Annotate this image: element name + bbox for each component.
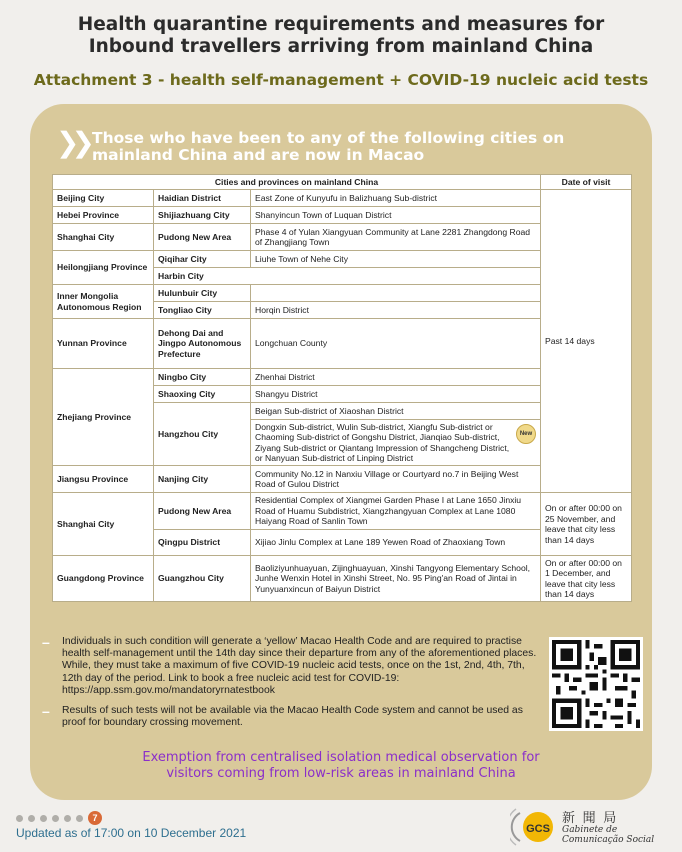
district-cell: Phase 4 of Yulan Xiangyuan Community at Lane 2281 Zhangdong Road of Zhangjiang Town	[251, 224, 541, 251]
gcs-logo	[510, 803, 680, 848]
district-cell	[251, 285, 541, 302]
city-cell: Tongliao City	[154, 302, 251, 319]
new-badge: New	[516, 424, 536, 444]
date-cell: On or after 00:00 on 1 December, and leave that city less than 14 days	[541, 556, 632, 602]
district-cell: Xijiao Jinlu Complex at Lane 189 Yewen Road of Zhaoxiang Town	[251, 530, 541, 556]
city-cell: Haidian District	[154, 190, 251, 207]
table-row	[53, 493, 632, 530]
section-heading-line-1: Those who have been to any of the following cities on	[92, 129, 565, 147]
district-cell: Liuhe Town of Nehe City	[251, 251, 541, 268]
updated-timestamp: Updated as of 17:00 on 10 December 2021	[16, 826, 247, 840]
city-cell: Harbin City	[154, 268, 541, 285]
city-cell: Guangzhou City	[154, 556, 251, 602]
page-dot[interactable]	[40, 815, 47, 822]
qr-code-icon[interactable]	[549, 637, 643, 731]
logo-mark-text: GCS	[526, 823, 550, 835]
province-cell: Jiangsu Province	[53, 466, 154, 493]
page-subtitle: Attachment 3 - health self-management + COVID-19 nucleic acid tests	[33, 71, 649, 89]
district-cell: East Zone of Kunyufu in Balizhuang Sub-district	[251, 190, 541, 207]
city-cell: Nanjing City	[154, 466, 251, 493]
double-chevron-icon: ❯❯	[56, 126, 87, 159]
page-dot[interactable]	[28, 815, 35, 822]
district-cell: Zhenhai District	[251, 369, 541, 386]
section-heading	[56, 126, 636, 164]
page-indicator	[16, 811, 102, 825]
note-text: Results of such tests will not be available via the Macao Health Code system and cannot be used as proof for boundary crossing movement.	[62, 705, 523, 729]
list-item	[42, 636, 542, 697]
page-dot[interactable]	[16, 815, 23, 822]
province-cell: Guangdong Province	[53, 556, 154, 602]
district-cell: Shangyu District	[251, 386, 541, 403]
page-title	[0, 14, 682, 58]
list-item	[42, 705, 542, 729]
dash-bullet-icon: –	[42, 703, 50, 720]
page-dot[interactable]	[76, 815, 83, 822]
logo-chinese-name: 新 聞 局	[562, 810, 619, 825]
exemption-line-1: Exemption from centralised isolation medical observation for	[142, 750, 540, 765]
district-cell: Community No.12 in Nanxiu Village or Courtyard no.7 in Beijing West Road of Gulou District	[251, 466, 541, 493]
logo-portuguese-name	[562, 825, 654, 845]
page-dot[interactable]	[52, 815, 59, 822]
header-cities: Cities and provinces on mainland China	[53, 175, 541, 190]
date-cell: On or after 00:00 on 25 November, and leave that city less than 14 days	[541, 493, 632, 556]
city-cell: Hangzhou City	[154, 403, 251, 466]
city-cell: Dehong Dai and Jingpo Autonomous Prefecture	[154, 319, 251, 369]
notes-list	[42, 636, 542, 737]
city-cell: Qingpu District	[154, 530, 251, 556]
header-date: Date of visit	[541, 175, 632, 190]
district-cell: Residential Complex of Xiangmei Garden Phase I at Lane 1650 Jinxiu Road of Huamu Subdistrict, Xiangzhangyuan Complex at Lane 1080 Haiyang Road of Sanlin Town	[251, 493, 541, 530]
district-cell: Beigan Sub-district of Xiaoshan District	[251, 403, 541, 420]
province-cell: Inner Mongolia Autonomous Region	[53, 285, 154, 319]
district-cell: Shanyincun Town of Luquan District	[251, 207, 541, 224]
exemption-line-2: visitors coming from low-risk areas in mainland China	[166, 766, 516, 781]
province-cell: Hebei Province	[53, 207, 154, 224]
title-line-1: Health quarantine requirements and measures for	[77, 14, 605, 35]
city-cell: Ningbo City	[154, 369, 251, 386]
logo-pt-line-1: Gabinete de	[562, 825, 618, 835]
city-cell: Pudong New Area	[154, 224, 251, 251]
table-row	[53, 556, 632, 602]
province-cell: Beijing City	[53, 190, 154, 207]
city-cell: Shijiazhuang City	[154, 207, 251, 224]
district-cell: Longchuan County	[251, 319, 541, 369]
province-cell: Yunnan Province	[53, 319, 154, 369]
city-cell: Pudong New Area	[154, 493, 251, 530]
province-cell: Shanghai City	[53, 224, 154, 251]
title-line-2: Inbound travellers arriving from mainland China	[88, 36, 594, 57]
district-cell: Baoliziyunhuayuan, Zijinghuayuan, Xinshi Tangyong Elementary School, Junhe Wenxin Hotel in Xinshi Street, No. 95 Ping'an Road of Jintai in Yunyuanxincun of Baiyun District	[251, 556, 541, 602]
province-cell: Shanghai City	[53, 493, 154, 556]
logo-pt-line-2: Comunicação Social	[562, 835, 655, 845]
table-header-row	[53, 175, 632, 190]
note-text: Individuals in such condition will generate a ‘yellow’ Macao Health Code and are required to practise health self-management until the 14th day since their departure from any of the aforementioned places. While, they must take a maximum of five COVID-19 nucleic acid tests, once on the 1st, 2nd, 4th, 7th, 12th day of the period. Link to book a free nucleic acid test for COVID-19: https://app.ssm.gov.mo/mandatoryrnatestbook	[62, 636, 537, 696]
exemption-link[interactable]	[0, 750, 682, 782]
province-cell: Heilongjiang Province	[53, 251, 154, 285]
city-cell: Hulunbuir City	[154, 285, 251, 302]
cities-table	[52, 174, 632, 602]
city-cell: Shaoxing City	[154, 386, 251, 403]
date-cell: Past 14 days	[541, 190, 632, 493]
page-dot[interactable]	[64, 815, 71, 822]
district-text: Dongxin Sub-district, Wulin Sub-district, Xiangfu Sub-district or Chaoming Sub-district of Gongshu District, Jianqiao Sub-district, Ziyang Sub-district or Qiantang Impression of Shangcheng District, or Nanyuan Sub-district of Linping District	[255, 421, 510, 463]
dash-bullet-icon: –	[42, 634, 50, 650]
current-page-badge: 7	[88, 811, 102, 825]
gcs-logo-icon	[510, 803, 558, 848]
district-cell: Horqin District	[251, 302, 541, 319]
city-cell: Qiqihar City	[154, 251, 251, 268]
section-heading-line-2: mainland China and are now in Macao	[92, 146, 425, 164]
table-row	[53, 190, 632, 207]
district-cell	[251, 420, 541, 466]
province-cell: Zhejiang Province	[53, 369, 154, 466]
